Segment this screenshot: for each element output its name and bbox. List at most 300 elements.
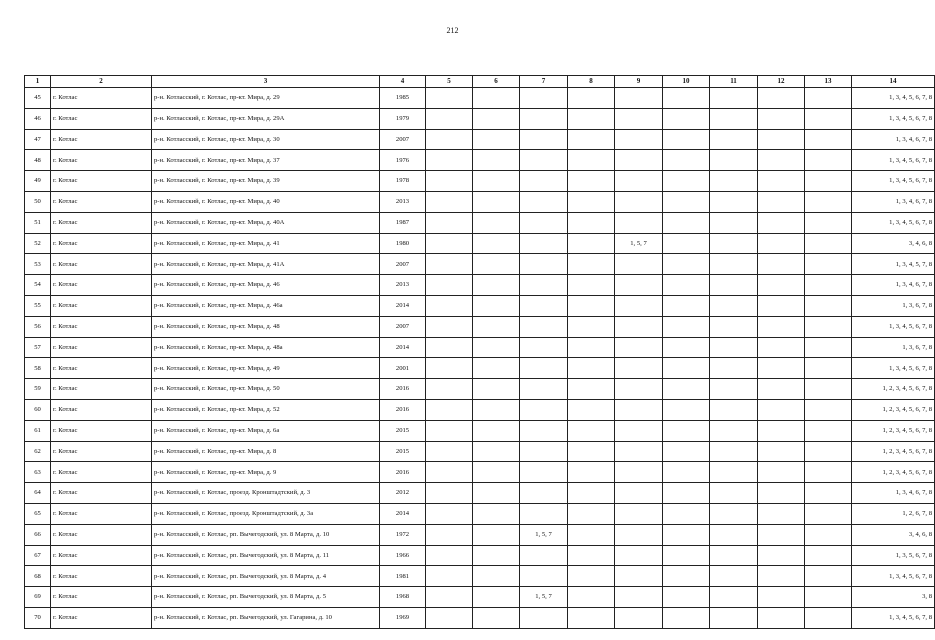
col11-cell <box>710 275 758 296</box>
table-row <box>25 233 935 254</box>
col9-cell <box>615 295 663 316</box>
address-cell: р-н. Котласский, г. Котлас, пр-кт. Мира, д. 40А <box>152 212 380 233</box>
address-cell: р-н. Котласский, г. Котлас, пр-кт. Мира, д. 37 <box>152 150 380 171</box>
year-cell: 1976 <box>380 150 426 171</box>
col11-cell <box>710 566 758 587</box>
col12-cell <box>758 191 805 212</box>
data-table <box>24 75 935 629</box>
address-cell: р-н. Котласский, г. Котлас, пр-кт. Мира, д. 29 <box>152 88 380 109</box>
col7-cell <box>520 379 568 400</box>
col11-cell <box>710 171 758 192</box>
row-number-cell: 57 <box>25 337 51 358</box>
col6-cell <box>473 337 520 358</box>
col13-cell <box>805 379 852 400</box>
table-row <box>25 316 935 337</box>
col7-cell <box>520 566 568 587</box>
col14-cell: 3, 8 <box>852 587 935 608</box>
col12-cell <box>758 295 805 316</box>
col7-cell <box>520 108 568 129</box>
row-number-cell: 49 <box>25 171 51 192</box>
city-cell: г. Котлас <box>51 337 152 358</box>
table-row <box>25 399 935 420</box>
city-cell: г. Котлас <box>51 524 152 545</box>
city-cell: г. Котлас <box>51 420 152 441</box>
col6-cell <box>473 587 520 608</box>
row-number-cell: 65 <box>25 503 51 524</box>
city-cell: г. Котлас <box>51 483 152 504</box>
col12-cell <box>758 399 805 420</box>
city-cell: г. Котлас <box>51 150 152 171</box>
city-cell: г. Котлас <box>51 316 152 337</box>
row-number-cell: 48 <box>25 150 51 171</box>
year-cell: 2007 <box>380 254 426 275</box>
col10-cell <box>663 337 710 358</box>
col13-cell <box>805 150 852 171</box>
table-row <box>25 441 935 462</box>
col10-cell <box>663 441 710 462</box>
address-cell: р-н. Котласский, г. Котлас, пр-кт. Мира, д. 39 <box>152 171 380 192</box>
col7-cell <box>520 171 568 192</box>
address-cell: р-н. Котласский, г. Котлас, пр-кт. Мира, д. 50 <box>152 379 380 400</box>
col12-cell <box>758 254 805 275</box>
col10-cell <box>663 295 710 316</box>
col14-cell: 3, 4, 6, 8 <box>852 233 935 254</box>
year-cell: 2014 <box>380 503 426 524</box>
col14-cell: 1, 3, 4, 5, 6, 7, 8 <box>852 171 935 192</box>
city-cell: г. Котлас <box>51 254 152 275</box>
col11-cell <box>710 503 758 524</box>
col10-cell <box>663 171 710 192</box>
year-cell: 1981 <box>380 566 426 587</box>
col5-cell <box>426 337 473 358</box>
col8-cell <box>568 212 615 233</box>
col10-cell <box>663 524 710 545</box>
col14-cell: 1, 2, 3, 4, 5, 6, 7, 8 <box>852 420 935 441</box>
address-cell: р-н. Котласский, г. Котлас, пр-кт. Мира, д. 48а <box>152 337 380 358</box>
col7-cell <box>520 233 568 254</box>
col6-cell <box>473 295 520 316</box>
year-cell: 1987 <box>380 212 426 233</box>
col6-cell <box>473 191 520 212</box>
col11-cell <box>710 295 758 316</box>
col8-cell <box>568 358 615 379</box>
col13-cell <box>805 503 852 524</box>
col11-cell <box>710 545 758 566</box>
col13-cell <box>805 566 852 587</box>
year-cell: 2015 <box>380 441 426 462</box>
col8-cell <box>568 88 615 109</box>
col14-cell: 3, 4, 6, 8 <box>852 524 935 545</box>
col7-cell <box>520 503 568 524</box>
header-row <box>25 76 935 88</box>
col6-cell <box>473 607 520 628</box>
col9-cell <box>615 150 663 171</box>
col6-cell <box>473 212 520 233</box>
address-cell: р-н. Котласский, г. Котлас, пр-кт. Мира, д. 52 <box>152 399 380 420</box>
col10-cell <box>663 233 710 254</box>
column-header: 5 <box>426 76 473 88</box>
column-header: 14 <box>852 76 935 88</box>
col12-cell <box>758 171 805 192</box>
table-row <box>25 420 935 441</box>
col11-cell <box>710 420 758 441</box>
col14-cell: 1, 3, 4, 5, 6, 7, 8 <box>852 108 935 129</box>
col14-cell: 1, 3, 6, 7, 8 <box>852 295 935 316</box>
col9-cell <box>615 108 663 129</box>
column-header: 9 <box>615 76 663 88</box>
col5-cell <box>426 191 473 212</box>
col13-cell <box>805 545 852 566</box>
col12-cell <box>758 358 805 379</box>
city-cell: г. Котлас <box>51 399 152 420</box>
address-cell: р-н. Котласский, г. Котлас, пр-кт. Мира, д. 49 <box>152 358 380 379</box>
col10-cell <box>663 108 710 129</box>
col12-cell <box>758 524 805 545</box>
year-cell: 2014 <box>380 337 426 358</box>
col5-cell <box>426 254 473 275</box>
col8-cell <box>568 483 615 504</box>
col13-cell <box>805 212 852 233</box>
col5-cell <box>426 108 473 129</box>
year-cell: 2012 <box>380 483 426 504</box>
year-cell: 1969 <box>380 607 426 628</box>
address-cell: р-н. Котласский, г. Котлас, пр-кт. Мира, д. 40 <box>152 191 380 212</box>
row-number-cell: 69 <box>25 587 51 608</box>
col11-cell <box>710 191 758 212</box>
col14-cell: 1, 3, 4, 6, 7, 8 <box>852 191 935 212</box>
col8-cell <box>568 191 615 212</box>
row-number-cell: 62 <box>25 441 51 462</box>
table-row <box>25 607 935 628</box>
col5-cell <box>426 358 473 379</box>
city-cell: г. Котлас <box>51 212 152 233</box>
col10-cell <box>663 462 710 483</box>
col11-cell <box>710 607 758 628</box>
col7-cell <box>520 191 568 212</box>
col10-cell <box>663 483 710 504</box>
city-cell: г. Котлас <box>51 275 152 296</box>
col9-cell <box>615 545 663 566</box>
address-cell: р-н. Котласский, г. Котлас, рп. Вычегодский, ул. 8 Марта, д. 11 <box>152 545 380 566</box>
year-cell: 2014 <box>380 295 426 316</box>
col6-cell <box>473 566 520 587</box>
city-cell: г. Котлас <box>51 108 152 129</box>
city-cell: г. Котлас <box>51 358 152 379</box>
col10-cell <box>663 150 710 171</box>
table-row <box>25 503 935 524</box>
row-number-cell: 56 <box>25 316 51 337</box>
year-cell: 1968 <box>380 587 426 608</box>
col13-cell <box>805 483 852 504</box>
col8-cell <box>568 420 615 441</box>
column-header: 3 <box>152 76 380 88</box>
col10-cell <box>663 503 710 524</box>
col12-cell <box>758 129 805 150</box>
city-cell: г. Котлас <box>51 607 152 628</box>
col7-cell <box>520 337 568 358</box>
col5-cell <box>426 566 473 587</box>
col6-cell <box>473 441 520 462</box>
col9-cell: 1, 5, 7 <box>615 233 663 254</box>
row-number-cell: 51 <box>25 212 51 233</box>
col5-cell <box>426 587 473 608</box>
col9-cell <box>615 316 663 337</box>
col6-cell <box>473 233 520 254</box>
col13-cell <box>805 254 852 275</box>
col12-cell <box>758 441 805 462</box>
col8-cell <box>568 233 615 254</box>
col13-cell <box>805 462 852 483</box>
column-header: 1 <box>25 76 51 88</box>
year-cell: 2016 <box>380 462 426 483</box>
col8-cell <box>568 503 615 524</box>
col14-cell: 1, 3, 6, 7, 8 <box>852 337 935 358</box>
row-number-cell: 50 <box>25 191 51 212</box>
col14-cell: 1, 3, 4, 6, 7, 8 <box>852 275 935 296</box>
col11-cell <box>710 462 758 483</box>
year-cell: 2015 <box>380 420 426 441</box>
column-header: 8 <box>568 76 615 88</box>
row-number-cell: 53 <box>25 254 51 275</box>
col14-cell: 1, 3, 4, 5, 6, 7, 8 <box>852 212 935 233</box>
col13-cell <box>805 233 852 254</box>
col10-cell <box>663 566 710 587</box>
table-row <box>25 483 935 504</box>
col14-cell: 1, 2, 3, 4, 5, 6, 7, 8 <box>852 379 935 400</box>
col8-cell <box>568 337 615 358</box>
col11-cell <box>710 212 758 233</box>
column-header: 11 <box>710 76 758 88</box>
col6-cell <box>473 483 520 504</box>
year-cell: 2007 <box>380 129 426 150</box>
col7-cell <box>520 295 568 316</box>
col6-cell <box>473 108 520 129</box>
col9-cell <box>615 171 663 192</box>
address-cell: р-н. Котласский, г. Котлас, рп. Вычегодский, ул. Гагарина, д. 10 <box>152 607 380 628</box>
col9-cell <box>615 275 663 296</box>
table-row <box>25 587 935 608</box>
col5-cell <box>426 462 473 483</box>
city-cell: г. Котлас <box>51 295 152 316</box>
col6-cell <box>473 524 520 545</box>
col5-cell <box>426 483 473 504</box>
table-row <box>25 358 935 379</box>
col14-cell: 1, 3, 4, 5, 7, 8 <box>852 254 935 275</box>
col13-cell <box>805 441 852 462</box>
city-cell: г. Котлас <box>51 462 152 483</box>
col9-cell <box>615 129 663 150</box>
city-cell: г. Котлас <box>51 88 152 109</box>
col6-cell <box>473 358 520 379</box>
col7-cell <box>520 88 568 109</box>
col12-cell <box>758 337 805 358</box>
col10-cell <box>663 212 710 233</box>
city-cell: г. Котлас <box>51 441 152 462</box>
table-row <box>25 212 935 233</box>
row-number-cell: 55 <box>25 295 51 316</box>
col11-cell <box>710 316 758 337</box>
table-row <box>25 150 935 171</box>
col13-cell <box>805 399 852 420</box>
col14-cell: 1, 3, 4, 5, 6, 7, 8 <box>852 88 935 109</box>
col14-cell: 1, 3, 5, 6, 7, 8 <box>852 545 935 566</box>
col13-cell <box>805 337 852 358</box>
col5-cell <box>426 150 473 171</box>
address-cell: р-н. Котласский, г. Котлас, пр-кт. Мира, д. 48 <box>152 316 380 337</box>
address-cell: р-н. Котласский, г. Котлас, рп. Вычегодский, ул. 8 Марта, д. 10 <box>152 524 380 545</box>
col13-cell <box>805 129 852 150</box>
col11-cell <box>710 254 758 275</box>
address-cell: р-н. Котласский, г. Котлас, пр-кт. Мира, д. 46а <box>152 295 380 316</box>
col5-cell <box>426 171 473 192</box>
col7-cell: 1, 5, 7 <box>520 587 568 608</box>
col10-cell <box>663 254 710 275</box>
col8-cell <box>568 607 615 628</box>
table-row <box>25 254 935 275</box>
col12-cell <box>758 545 805 566</box>
year-cell: 1979 <box>380 108 426 129</box>
col14-cell: 1, 3, 4, 5, 6, 7, 8 <box>852 358 935 379</box>
col13-cell <box>805 316 852 337</box>
city-cell: г. Котлас <box>51 566 152 587</box>
col7-cell <box>520 275 568 296</box>
year-cell: 2001 <box>380 358 426 379</box>
col9-cell <box>615 254 663 275</box>
city-cell: г. Котлас <box>51 379 152 400</box>
col12-cell <box>758 88 805 109</box>
col13-cell <box>805 420 852 441</box>
col14-cell: 1, 2, 3, 4, 5, 6, 7, 8 <box>852 441 935 462</box>
col9-cell <box>615 399 663 420</box>
col8-cell <box>568 379 615 400</box>
year-cell: 2016 <box>380 399 426 420</box>
col14-cell: 1, 3, 4, 5, 6, 7, 8 <box>852 316 935 337</box>
table-row <box>25 337 935 358</box>
col5-cell <box>426 545 473 566</box>
col5-cell <box>426 524 473 545</box>
table-row <box>25 566 935 587</box>
col13-cell <box>805 191 852 212</box>
col8-cell <box>568 399 615 420</box>
col7-cell <box>520 399 568 420</box>
col11-cell <box>710 337 758 358</box>
col9-cell <box>615 503 663 524</box>
col14-cell: 1, 3, 4, 5, 6, 7, 8 <box>852 150 935 171</box>
col6-cell <box>473 171 520 192</box>
row-number-cell: 66 <box>25 524 51 545</box>
year-cell: 1966 <box>380 545 426 566</box>
col7-cell <box>520 441 568 462</box>
table-row <box>25 275 935 296</box>
col5-cell <box>426 420 473 441</box>
col10-cell <box>663 607 710 628</box>
table-row <box>25 462 935 483</box>
year-cell: 1978 <box>380 171 426 192</box>
row-number-cell: 70 <box>25 607 51 628</box>
year-cell: 2007 <box>380 316 426 337</box>
col14-cell: 1, 3, 4, 5, 6, 7, 8 <box>852 607 935 628</box>
col10-cell <box>663 420 710 441</box>
col10-cell <box>663 191 710 212</box>
col14-cell: 1, 2, 3, 4, 5, 6, 7, 8 <box>852 399 935 420</box>
col7-cell <box>520 212 568 233</box>
col8-cell <box>568 545 615 566</box>
col12-cell <box>758 275 805 296</box>
col13-cell <box>805 295 852 316</box>
year-cell: 1972 <box>380 524 426 545</box>
col12-cell <box>758 316 805 337</box>
column-header: 13 <box>805 76 852 88</box>
col9-cell <box>615 191 663 212</box>
city-cell: г. Котлас <box>51 171 152 192</box>
col7-cell <box>520 607 568 628</box>
col8-cell <box>568 462 615 483</box>
col14-cell: 1, 3, 4, 6, 7, 8 <box>852 129 935 150</box>
col12-cell <box>758 212 805 233</box>
city-cell: г. Котлас <box>51 191 152 212</box>
address-cell: р-н. Котласский, г. Котлас, пр-кт. Мира, д. 41А <box>152 254 380 275</box>
col5-cell <box>426 503 473 524</box>
col13-cell <box>805 607 852 628</box>
address-cell: р-н. Котласский, г. Котлас, пр-кт. Мира, д. 6а <box>152 420 380 441</box>
city-cell: г. Котлас <box>51 587 152 608</box>
col6-cell <box>473 150 520 171</box>
col7-cell <box>520 129 568 150</box>
col8-cell <box>568 566 615 587</box>
city-cell: г. Котлас <box>51 503 152 524</box>
col5-cell <box>426 212 473 233</box>
table-row <box>25 545 935 566</box>
row-number-cell: 64 <box>25 483 51 504</box>
table-row <box>25 524 935 545</box>
table-row <box>25 171 935 192</box>
row-number-cell: 52 <box>25 233 51 254</box>
row-number-cell: 46 <box>25 108 51 129</box>
col8-cell <box>568 441 615 462</box>
col10-cell <box>663 545 710 566</box>
col6-cell <box>473 399 520 420</box>
column-header: 6 <box>473 76 520 88</box>
col10-cell <box>663 275 710 296</box>
col5-cell <box>426 316 473 337</box>
year-cell: 2016 <box>380 379 426 400</box>
col8-cell <box>568 275 615 296</box>
table-row <box>25 108 935 129</box>
col7-cell <box>520 254 568 275</box>
col9-cell <box>615 212 663 233</box>
col12-cell <box>758 420 805 441</box>
col10-cell <box>663 316 710 337</box>
col10-cell <box>663 88 710 109</box>
table-row <box>25 295 935 316</box>
table-row <box>25 129 935 150</box>
year-cell: 1980 <box>380 233 426 254</box>
city-cell: г. Котлас <box>51 233 152 254</box>
column-header: 12 <box>758 76 805 88</box>
col6-cell <box>473 420 520 441</box>
col9-cell <box>615 88 663 109</box>
col5-cell <box>426 607 473 628</box>
col10-cell <box>663 129 710 150</box>
col11-cell <box>710 483 758 504</box>
col9-cell <box>615 566 663 587</box>
row-number-cell: 45 <box>25 88 51 109</box>
col13-cell <box>805 358 852 379</box>
col6-cell <box>473 545 520 566</box>
col8-cell <box>568 295 615 316</box>
col5-cell <box>426 129 473 150</box>
address-cell: р-н. Котласский, г. Котлас, пр-кт. Мира, д. 41 <box>152 233 380 254</box>
